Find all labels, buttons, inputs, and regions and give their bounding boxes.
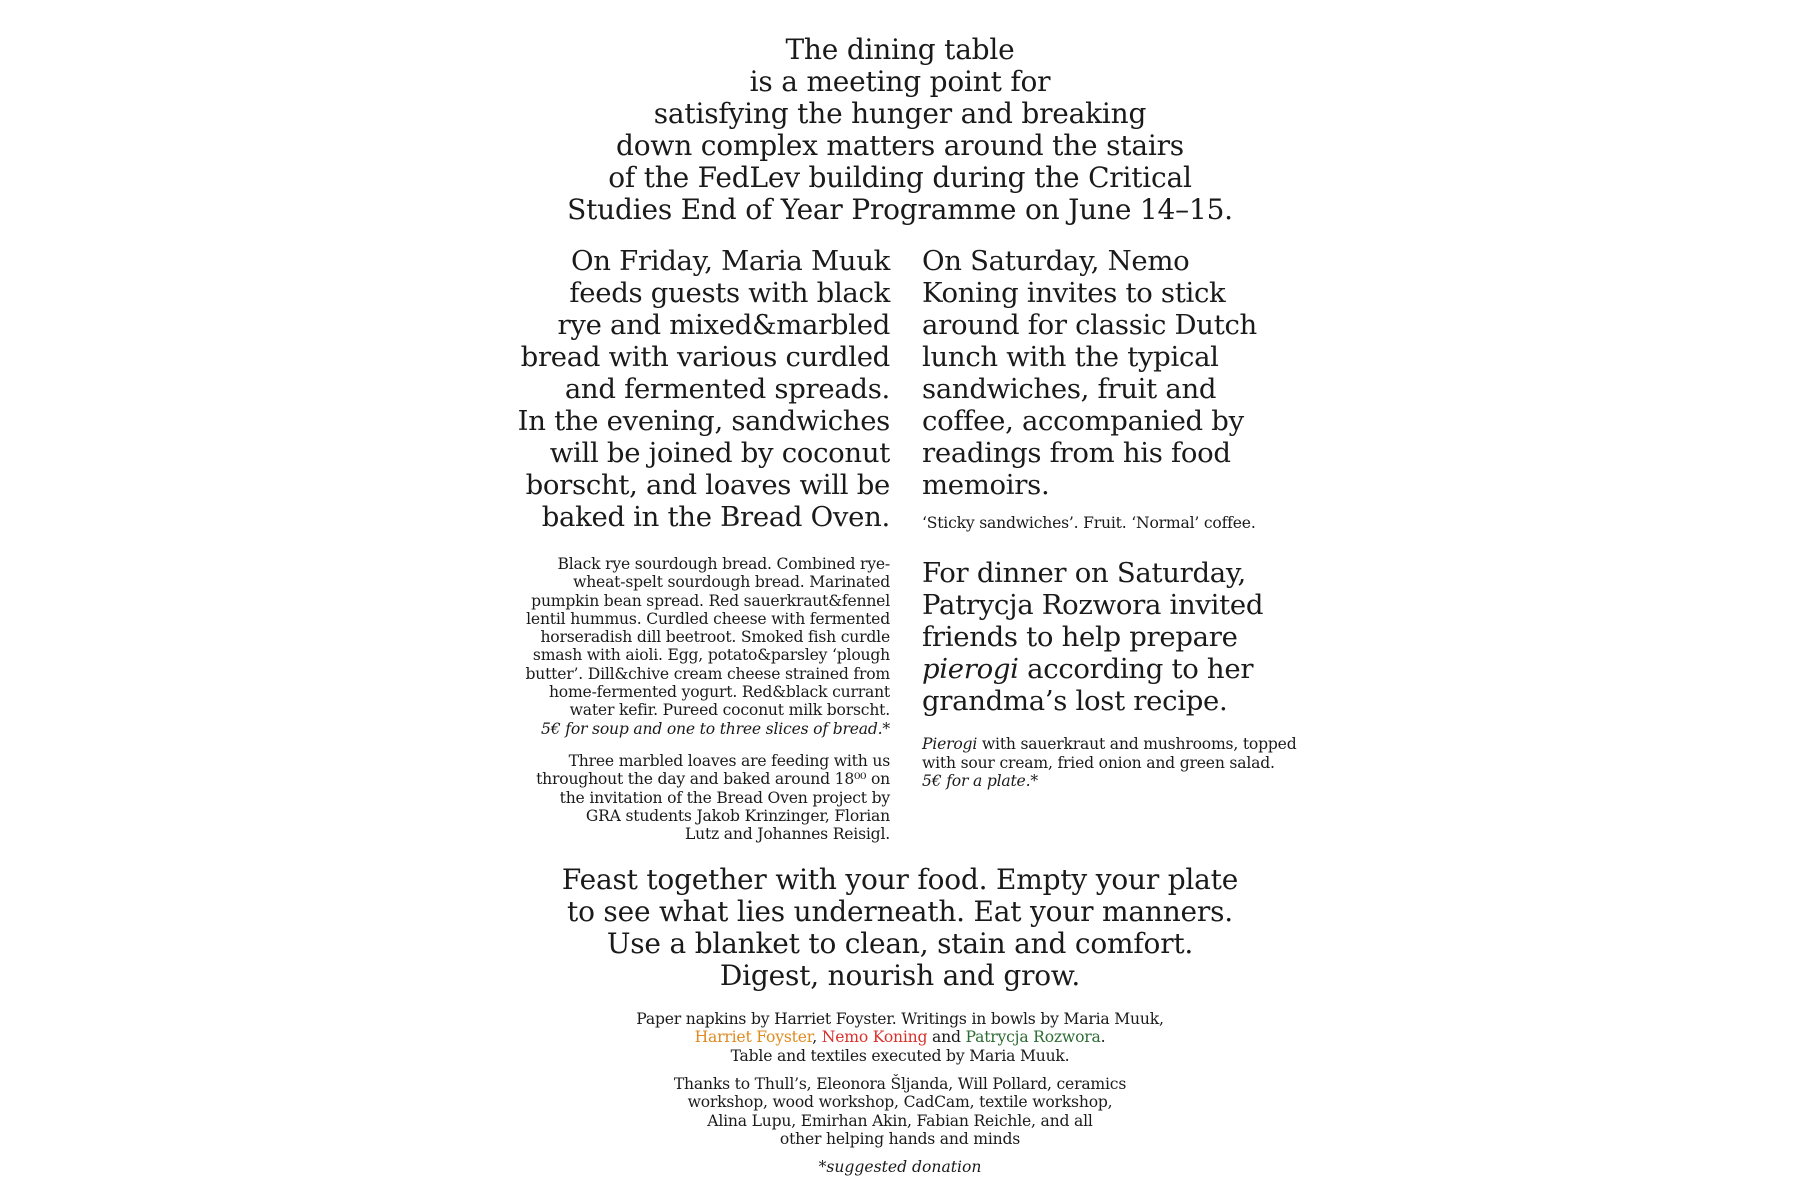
oven-line: the invitation of the Bread Oven project by [559, 788, 890, 807]
intro-line: Studies End of Year Programme on June 14–15. [567, 193, 1233, 226]
friday-line: baked in the Bread Oven. [541, 501, 890, 533]
saturday-line: memoirs. [922, 469, 1050, 501]
closing-line: Digest, nourish and grow. [719, 959, 1081, 992]
credit-name-nemo: Nemo Koning [821, 1028, 928, 1047]
saturday-line: Koning invites to stick [922, 277, 1226, 309]
friday-menu-line: pumpkin bean spread. Red sauerkraut&fennel [531, 591, 890, 610]
friday-menu-line: horseradish dill beetroot. Smoked fish curdle [540, 628, 890, 647]
friday-menu-line: lentil hummus. Curdled cheese with fermented [526, 609, 890, 628]
dinner-line: Patrycja Rozwora invited [922, 589, 1264, 622]
thanks-line: Thanks to Thull’s, Eleonora Šljanda, Will Pollard, ceramics [673, 1075, 1127, 1093]
credit-name-harriet: Harriet Foyster [694, 1028, 813, 1047]
saturday-line: around for classic Dutch [922, 309, 1257, 341]
friday-menu [480, 555, 890, 738]
intro-line: The dining table [785, 33, 1015, 66]
dinner-menu-line [922, 735, 1322, 753]
closing-line: Use a blanket to clean, stain and comfort. [606, 927, 1194, 960]
dinner-menu-line: with sour cream, fried onion and green salad. [922, 753, 1275, 772]
intro-line: down complex matters around the stairs [616, 129, 1184, 162]
friday-line: On Friday, Maria Muuk [571, 245, 890, 277]
pierogi-menu-word: Pierogi [922, 735, 978, 754]
thanks-line: Alina Lupu, Emirhan Akin, Fabian Reichle, and all [707, 1111, 1093, 1130]
saturday-menu [922, 514, 1322, 532]
oven-line: Lutz and Johannes Reisigl. [684, 825, 890, 844]
credit-name-patrycja: Patrycja Rozwora [965, 1028, 1101, 1047]
closing-paragraph [500, 864, 1300, 992]
pierogi-word: pierogi [922, 653, 1019, 686]
saturday-line: coffee, accompanied by [922, 405, 1244, 437]
friday-line: In the evening, sandwiches [517, 405, 890, 437]
saturday-line: readings from his food [922, 437, 1231, 469]
credit-end: . [1100, 1028, 1106, 1047]
friday-column [480, 245, 890, 843]
friday-menu-line: wheat-spelt sourdough bread. Marinated [573, 573, 890, 592]
footnote: *suggested donation [818, 1158, 982, 1176]
dinner-menu [922, 735, 1322, 790]
friday-menu-line: water kefir. Pureed coconut milk borscht. [569, 701, 890, 720]
credits [500, 1010, 1300, 1065]
friday-description [480, 245, 890, 533]
closing-line: Feast together with your food. Empty your plate [561, 863, 1239, 896]
credit-separator: and [927, 1028, 966, 1047]
friday-menu-line: butter’. Dill&chive cream cheese strained from [525, 664, 890, 683]
thanks [500, 1075, 1300, 1148]
friday-line: rye and mixed&marbled [557, 309, 890, 341]
friday-line: will be joined by coconut [549, 437, 890, 469]
friday-line: feeds guests with black [569, 277, 890, 309]
credits-line: Table and textiles executed by Maria Muuk. [730, 1046, 1070, 1065]
saturday-menu-line: ‘Sticky sandwiches’. Fruit. ‘Normal’ coffee. [922, 514, 1256, 532]
saturday-line: sandwiches, fruit and [922, 373, 1217, 405]
thanks-line: workshop, wood workshop, CadCam, textile workshop, [687, 1093, 1113, 1112]
credits-line: Paper napkins by Harriet Foyster. Writings in bowls by Maria Muuk, [636, 1010, 1164, 1028]
dinner-menu-rest: with sauerkraut and mushrooms, topped [977, 735, 1297, 754]
friday-menu-line: smash with aioli. Egg, potato&parsley ‘plough [532, 646, 890, 665]
friday-line: bread with various curdled [520, 341, 890, 373]
saturday-dinner-description [922, 557, 1322, 717]
friday-menu-line: home-fermented yogurt. Red&black currant [548, 683, 890, 702]
intro-line: is a meeting point for [749, 65, 1051, 98]
dinner-line: grandma’s lost recipe. [922, 685, 1228, 718]
bread-oven-note [480, 752, 890, 843]
saturday-column [922, 245, 1322, 790]
friday-menu-line: Black rye sourdough bread. Combined rye- [557, 555, 890, 573]
dinner-line [922, 653, 1322, 685]
dinner-line-rest: according to her [1018, 653, 1254, 686]
dinner-line: friends to help prepare [922, 621, 1238, 654]
intro-line: of the FedLev building during the Critical [608, 161, 1192, 194]
intro-paragraph [500, 34, 1300, 226]
saturday-description [922, 245, 1322, 501]
thanks-line: other helping hands and minds [779, 1129, 1021, 1148]
saturday-line: On Saturday, Nemo [922, 245, 1190, 277]
saturday-line: lunch with the typical [922, 341, 1219, 373]
oven-line: Three marbled loaves are feeding with us [568, 751, 890, 770]
intro-line: satisfying the hunger and breaking [653, 97, 1147, 130]
friday-price: 5€ for soup and one to three slices of bread.* [541, 719, 890, 738]
friday-line: and fermented spreads. [564, 373, 890, 405]
oven-line: throughout the day and baked around 18⁰⁰ on [536, 770, 890, 789]
credit-separator: , [812, 1028, 822, 1047]
dinner-price: 5€ for a plate.* [922, 771, 1038, 790]
oven-line: GRA students Jakob Krinzinger, Florian [585, 806, 890, 825]
friday-line: borscht, and loaves will be [525, 469, 890, 501]
credits-names-line [500, 1028, 1300, 1046]
dinner-line: For dinner on Saturday, [922, 557, 1246, 590]
closing-line: to see what lies underneath. Eat your manners. [567, 895, 1233, 928]
